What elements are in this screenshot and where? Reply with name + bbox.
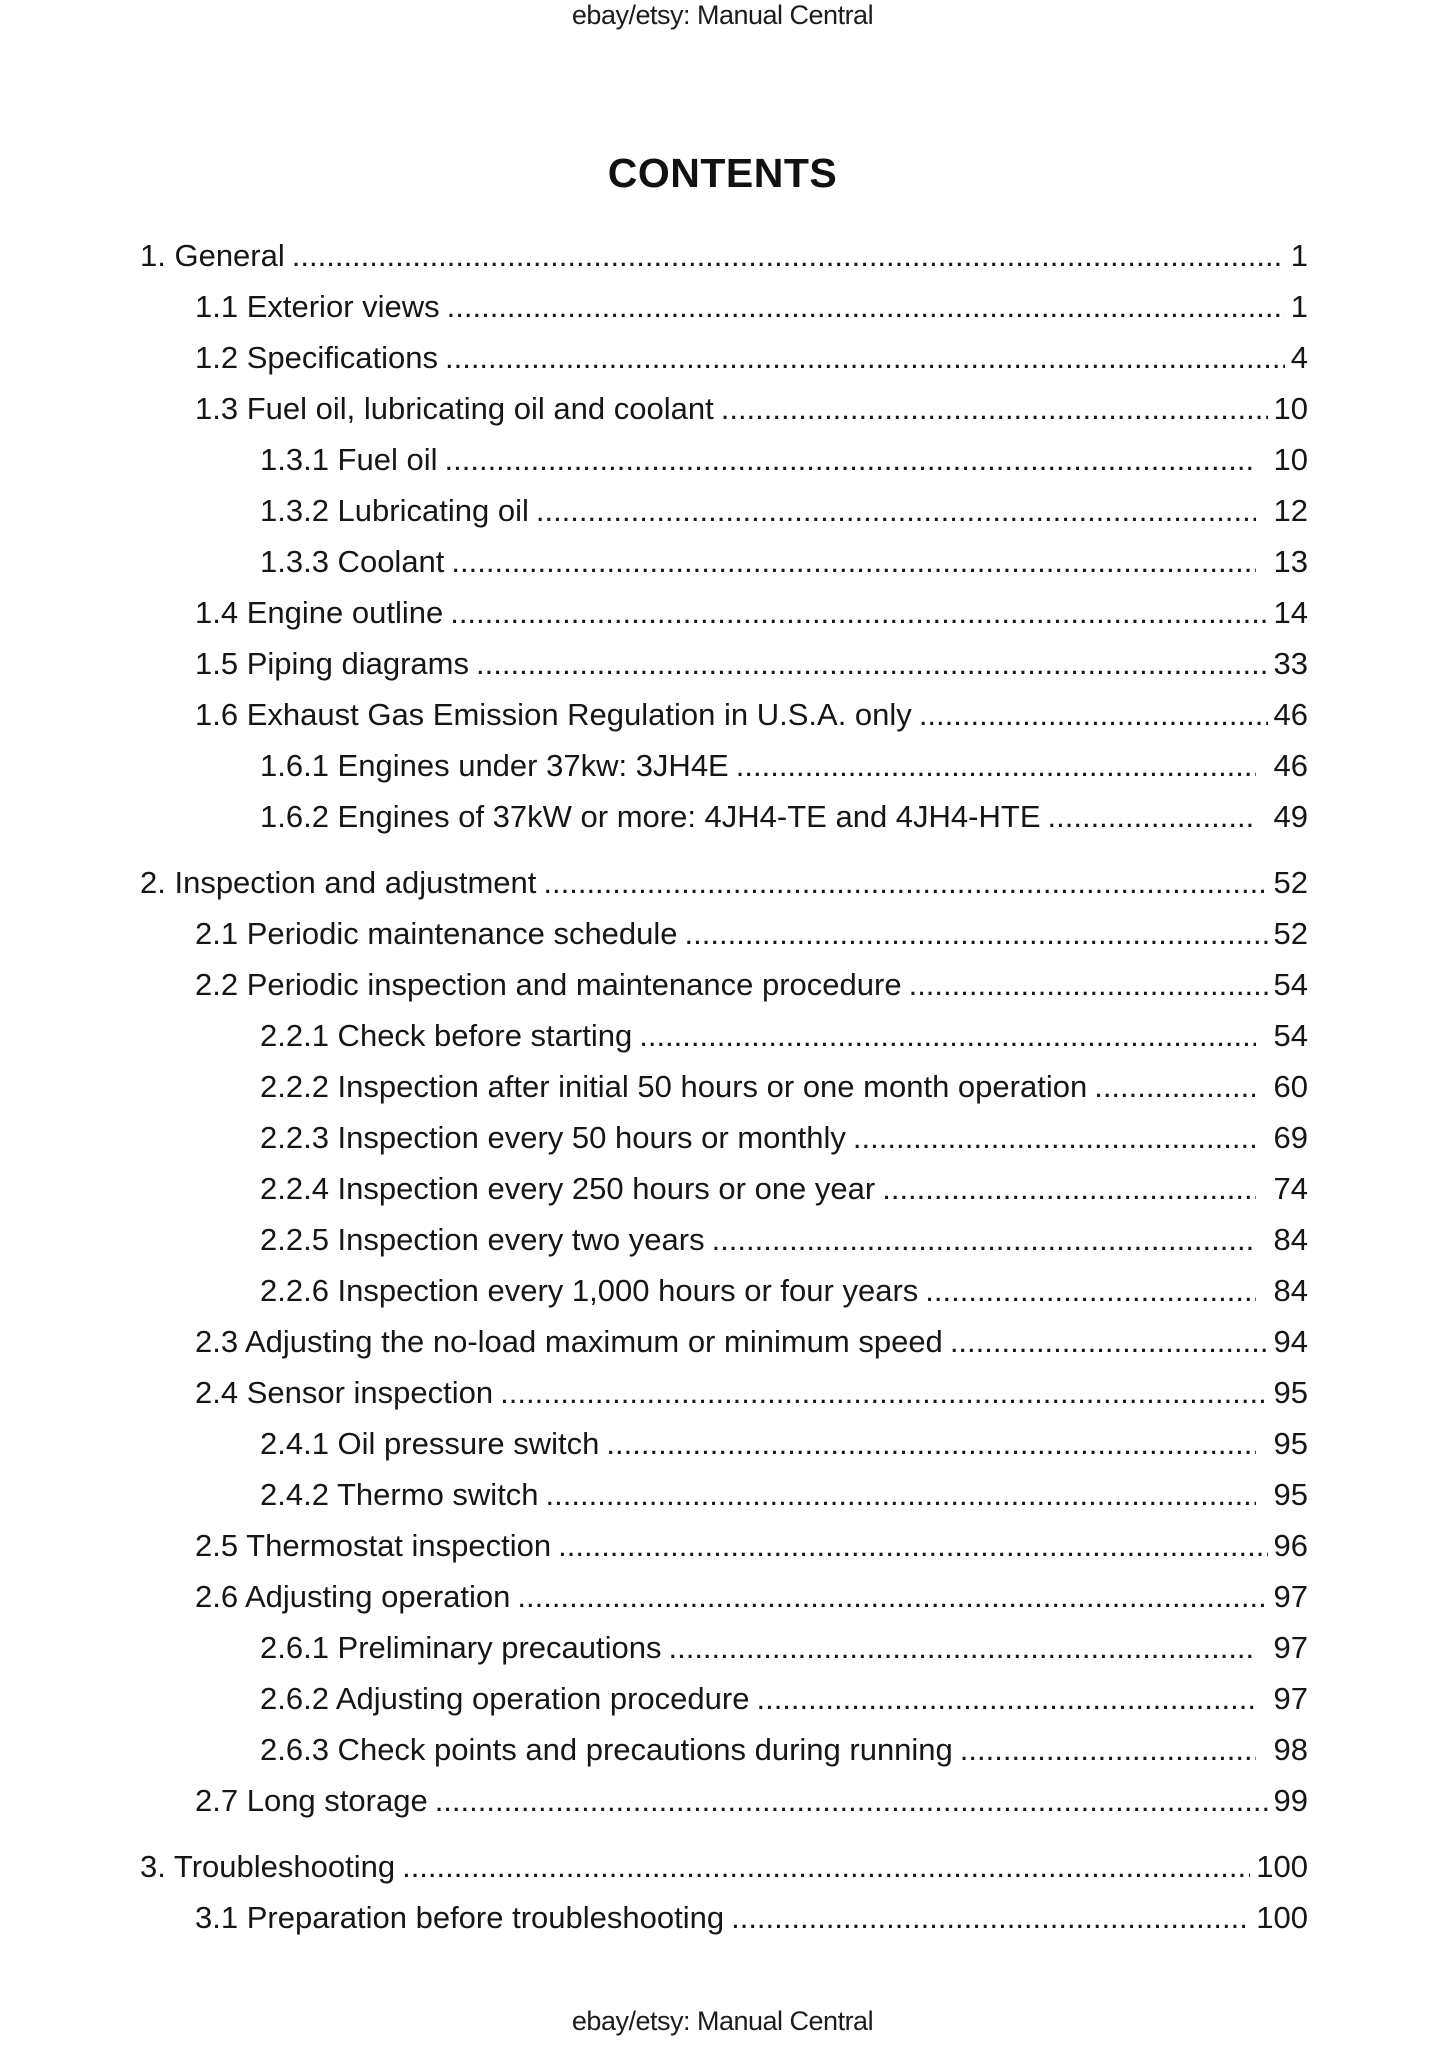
toc-page-number: 84 <box>1273 1273 1308 1308</box>
toc-entry <box>140 1571 1308 1622</box>
toc-entry-label: 2.2.5 Inspection every two years <box>260 1222 705 1257</box>
toc-entry <box>140 740 1308 791</box>
toc-entry <box>140 1418 1308 1469</box>
toc-leader-dots <box>925 1265 1255 1316</box>
toc-entry-label: 3.1 Preparation before troubleshooting <box>195 1900 725 1935</box>
toc-entry-label: 2.2.3 Inspection every 50 hours or monthly <box>260 1120 846 1155</box>
toc-leader-dots <box>500 1367 1267 1418</box>
toc-entry <box>140 1112 1308 1163</box>
toc-page-number: 10 <box>1273 442 1308 477</box>
toc-entry-label: 2.2.6 Inspection every 1,000 hours or four years <box>260 1273 919 1308</box>
toc-entry <box>140 1010 1308 1061</box>
toc-page-number: 12 <box>1273 493 1308 528</box>
toc-page-number: 95 <box>1273 1375 1308 1410</box>
toc-entry <box>140 638 1308 689</box>
toc-page-number: 97 <box>1273 1681 1308 1716</box>
toc-entry-label: 2.6.2 Adjusting operation procedure <box>260 1681 750 1716</box>
toc-entry-label: 2.1 Periodic maintenance schedule <box>195 916 678 951</box>
toc-leader-dots <box>445 332 1285 383</box>
toc-entry-label: 2.2 Periodic inspection and maintenance procedure <box>195 967 902 1002</box>
toc-page-number: 69 <box>1273 1120 1308 1155</box>
toc-leader-dots <box>950 1316 1268 1367</box>
toc-entry-label: 2.7 Long storage <box>195 1783 428 1818</box>
toc-entry-label: 1.6.1 Engines under 37kw: 3JH4E <box>260 748 729 783</box>
toc-entry <box>140 1622 1308 1673</box>
toc-leader-dots <box>960 1724 1256 1775</box>
toc-leader-dots <box>476 638 1268 689</box>
toc-entry <box>140 1673 1308 1724</box>
toc-entry-label: 2.2.2 Inspection after initial 50 hours or one month operation <box>260 1069 1088 1104</box>
toc-leader-dots <box>909 959 1268 1010</box>
toc-leader-dots <box>543 857 1267 908</box>
toc-leader-dots <box>447 281 1285 332</box>
page-title: CONTENTS <box>607 150 838 196</box>
toc-entry <box>140 1520 1308 1571</box>
toc-entry <box>140 1214 1308 1265</box>
toc-leader-dots <box>435 1775 1268 1826</box>
toc-entry <box>140 485 1308 536</box>
toc-entry <box>140 1061 1308 1112</box>
toc-leader-dots <box>731 1892 1250 1943</box>
toc-entry <box>140 1724 1308 1775</box>
toc-leader-dots <box>668 1622 1255 1673</box>
toc-leader-dots <box>685 908 1268 959</box>
toc-entry <box>140 1775 1308 1826</box>
toc-leader-dots <box>712 1214 1256 1265</box>
toc-leader-dots <box>606 1418 1255 1469</box>
toc-leader-dots <box>853 1112 1256 1163</box>
toc-page-number: 46 <box>1273 697 1308 732</box>
toc-list <box>140 230 1308 1943</box>
toc-entry-label: 2.6 Adjusting operation <box>195 1579 511 1614</box>
toc-leader-dots <box>919 689 1268 740</box>
toc-page-number: 10 <box>1273 391 1308 426</box>
toc-entry <box>140 1163 1308 1214</box>
toc-entry <box>140 383 1308 434</box>
toc-leader-dots <box>546 1469 1256 1520</box>
toc-page-number: 74 <box>1273 1171 1308 1206</box>
toc-page-number: 94 <box>1273 1324 1308 1359</box>
page-header-text: ebay/etsy: Manual Central <box>571 0 874 30</box>
toc-leader-dots <box>292 230 1285 281</box>
toc-page-number: 33 <box>1273 646 1308 681</box>
toc-entry-label: 1.2 Specifications <box>195 340 438 375</box>
toc-entry-label: 1. General <box>140 238 285 273</box>
toc-leader-dots <box>639 1010 1255 1061</box>
toc-entry <box>140 1316 1308 1367</box>
toc-page-number: 54 <box>1273 1018 1308 1053</box>
toc-page-number: 95 <box>1273 1477 1308 1512</box>
toc-leader-dots <box>882 1163 1255 1214</box>
toc-entry <box>140 959 1308 1010</box>
toc-entry-label: 1.3.2 Lubricating oil <box>260 493 529 528</box>
toc-leader-dots <box>756 1673 1255 1724</box>
toc-entry-label: 2.5 Thermostat inspection <box>195 1528 552 1563</box>
toc-page-number: 96 <box>1273 1528 1308 1563</box>
toc-page-number: 14 <box>1273 595 1308 630</box>
toc-page-number: 1 <box>1290 238 1308 273</box>
toc-page-number: 95 <box>1273 1426 1308 1461</box>
toc-entry <box>140 1469 1308 1520</box>
toc-entry-label: 2.6.3 Check points and precautions during running <box>260 1732 953 1767</box>
toc-entry-label: 1.3.1 Fuel oil <box>260 442 438 477</box>
toc-page-number: 97 <box>1273 1579 1308 1614</box>
toc-entry-label: 3. Troubleshooting <box>140 1849 396 1884</box>
toc-leader-dots <box>517 1571 1267 1622</box>
toc-entry-label: 1.3.3 Coolant <box>260 544 445 579</box>
toc-entry <box>140 332 1308 383</box>
toc-entry <box>140 857 1308 908</box>
toc-entry-label: 1.6.2 Engines of 37kW or more: 4JH4-TE and 4JH4-HTE <box>260 799 1041 834</box>
toc-entry-label: 1.5 Piping diagrams <box>195 646 469 681</box>
toc-page-number: 1 <box>1290 289 1308 324</box>
page-footer-text: ebay/etsy: Manual Central <box>571 2006 874 2036</box>
toc-page-number: 46 <box>1273 748 1308 783</box>
toc-page-number: 4 <box>1290 340 1308 375</box>
toc-entry <box>140 1367 1308 1418</box>
toc-page-number: 49 <box>1273 799 1308 834</box>
toc-entry-label: 2.2.4 Inspection every 250 hours or one year <box>260 1171 876 1206</box>
toc-entry <box>140 536 1308 587</box>
toc-page-number: 52 <box>1273 865 1308 900</box>
toc-leader-dots <box>445 434 1256 485</box>
toc-leader-dots <box>721 383 1268 434</box>
toc-entry-label: 2.4 Sensor inspection <box>195 1375 494 1410</box>
toc-leader-dots <box>536 485 1256 536</box>
toc-page-number: 98 <box>1273 1732 1308 1767</box>
toc-page-number: 54 <box>1273 967 1308 1002</box>
toc-entry-label: 1.4 Engine outline <box>195 595 444 630</box>
toc-entry <box>140 587 1308 638</box>
toc-entry-label: 2.6.1 Preliminary precautions <box>260 1630 662 1665</box>
toc-entry-label: 2. Inspection and adjustment <box>140 865 537 900</box>
toc-entry-label: 1.6 Exhaust Gas Emission Regulation in U.S.A. only <box>195 697 912 732</box>
toc-entry <box>140 689 1308 740</box>
toc-page-number: 100 <box>1256 1849 1308 1884</box>
toc-entry-label: 1.3 Fuel oil, lubricating oil and coolant <box>195 391 714 426</box>
toc-entry <box>140 908 1308 959</box>
toc-entry <box>140 230 1308 281</box>
toc-entry-label: 2.2.1 Check before starting <box>260 1018 633 1053</box>
toc-entry-label: 2.4.1 Oil pressure switch <box>260 1426 600 1461</box>
toc-entry <box>140 1892 1308 1943</box>
toc-leader-dots <box>451 536 1255 587</box>
toc-entry-label: 2.4.2 Thermo switch <box>260 1477 539 1512</box>
toc-entry <box>140 281 1308 332</box>
toc-leader-dots <box>1048 791 1256 842</box>
toc-entry <box>140 1265 1308 1316</box>
toc-entry-label: 2.3 Adjusting the no-load maximum or minimum speed <box>195 1324 943 1359</box>
toc-entry <box>140 434 1308 485</box>
toc-page-number: 97 <box>1273 1630 1308 1665</box>
toc-page-number: 52 <box>1273 916 1308 951</box>
toc-page-number: 84 <box>1273 1222 1308 1257</box>
toc-leader-dots <box>450 587 1267 638</box>
toc-page-number: 99 <box>1273 1783 1308 1818</box>
toc-leader-dots <box>1094 1061 1255 1112</box>
toc-leader-dots <box>736 740 1256 791</box>
toc-page-number: 13 <box>1273 544 1308 579</box>
toc-entry-label: 1.1 Exterior views <box>195 289 440 324</box>
toc-entry <box>140 791 1308 842</box>
toc-leader-dots <box>558 1520 1267 1571</box>
toc-leader-dots <box>402 1841 1250 1892</box>
toc-page-number: 100 <box>1256 1900 1308 1935</box>
toc-page-number: 60 <box>1273 1069 1308 1104</box>
toc-entry <box>140 1841 1308 1892</box>
